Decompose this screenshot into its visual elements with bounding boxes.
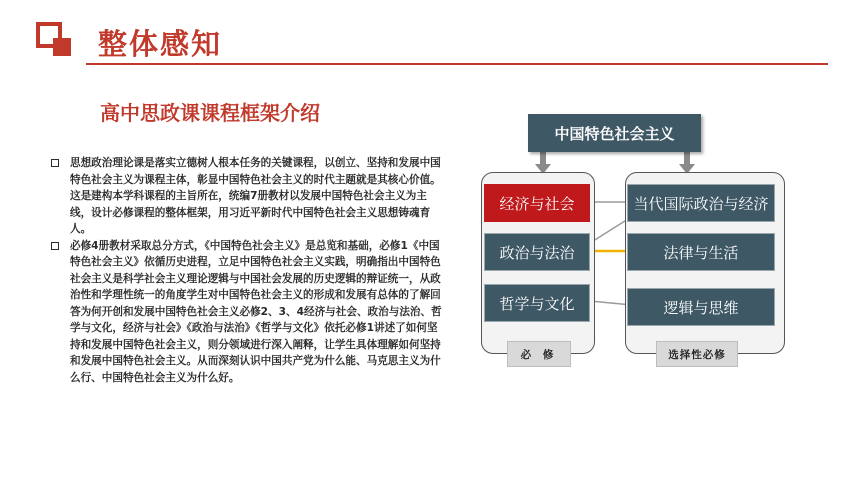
elective-item-logic: 逻辑与思维 — [627, 288, 775, 326]
elective-item-law: 法律与生活 — [627, 233, 775, 271]
required-item-economy: 经济与社会 — [484, 184, 590, 222]
logo-filled-square — [53, 38, 71, 56]
paragraph-1-text: 思想政治理论课是落实立德树人根本任务的关键课程，以创立、坚持和发展中国特色社会主义为课程主体，彰显中国特色社会主义的时代主题就是其核心价值。这是建构本学科课程的主旨所在，统编7册教材以发展中国特色社会主义为主线，设计必修课程的整体框架，用习近平新时代中国特色社会主义思想铸魂育人。 — [70, 157, 441, 235]
required-item-politics: 政治与法治 — [484, 233, 590, 271]
paragraph-2-text: 必修4册教材采取总分方式，《中国特色社会主义》是总览和基础，必修1《中国特色社会主义》依循历史进程，立足中国特色社会主义实践，明确指出中国特色社会主义是科学社会主义理论逻辑与中国社会发展的历史逻辑的辩证统一，从政治性和学理性统一的角度学生对中国特色社会主义的形成和发展有总体的了解回答为何开创和发展中国特色社会主义必修2、3、4经济与社会、政治与法治、哲学与文化，经济与社会》《政治与法治》《哲学与文化》依托必修1讲述了如何坚持和发展中国特色社会主义，则分领域进行深入阐释，让学生具体理解如何坚持和发展中国特色社会主义。从而深刻认识中国共产党为什么能、马克思主义为什么行、中国特色社会主义为什么好。 — [70, 239, 442, 384]
paragraph-1 — [50, 155, 448, 238]
title-divider — [86, 63, 828, 65]
square-bullet-icon — [51, 242, 59, 250]
left-arrow-shaft — [540, 152, 546, 166]
body-text — [50, 155, 448, 386]
required-item-philosophy: 哲学与文化 — [484, 284, 590, 322]
square-bullet-icon — [51, 159, 59, 167]
paragraph-2 — [50, 238, 448, 387]
diagram-top-box: 中国特色社会主义 — [528, 114, 701, 152]
elective-label: 选择性必修 — [656, 341, 738, 367]
required-label: 必 修 — [507, 341, 571, 367]
right-arrow-shaft — [684, 152, 690, 166]
elective-item-international: 当代国际政治与经济 — [627, 184, 775, 222]
section-subtitle: 高中思政课课程框架介绍 — [100, 101, 320, 125]
page-title: 整体感知 — [98, 27, 223, 61]
